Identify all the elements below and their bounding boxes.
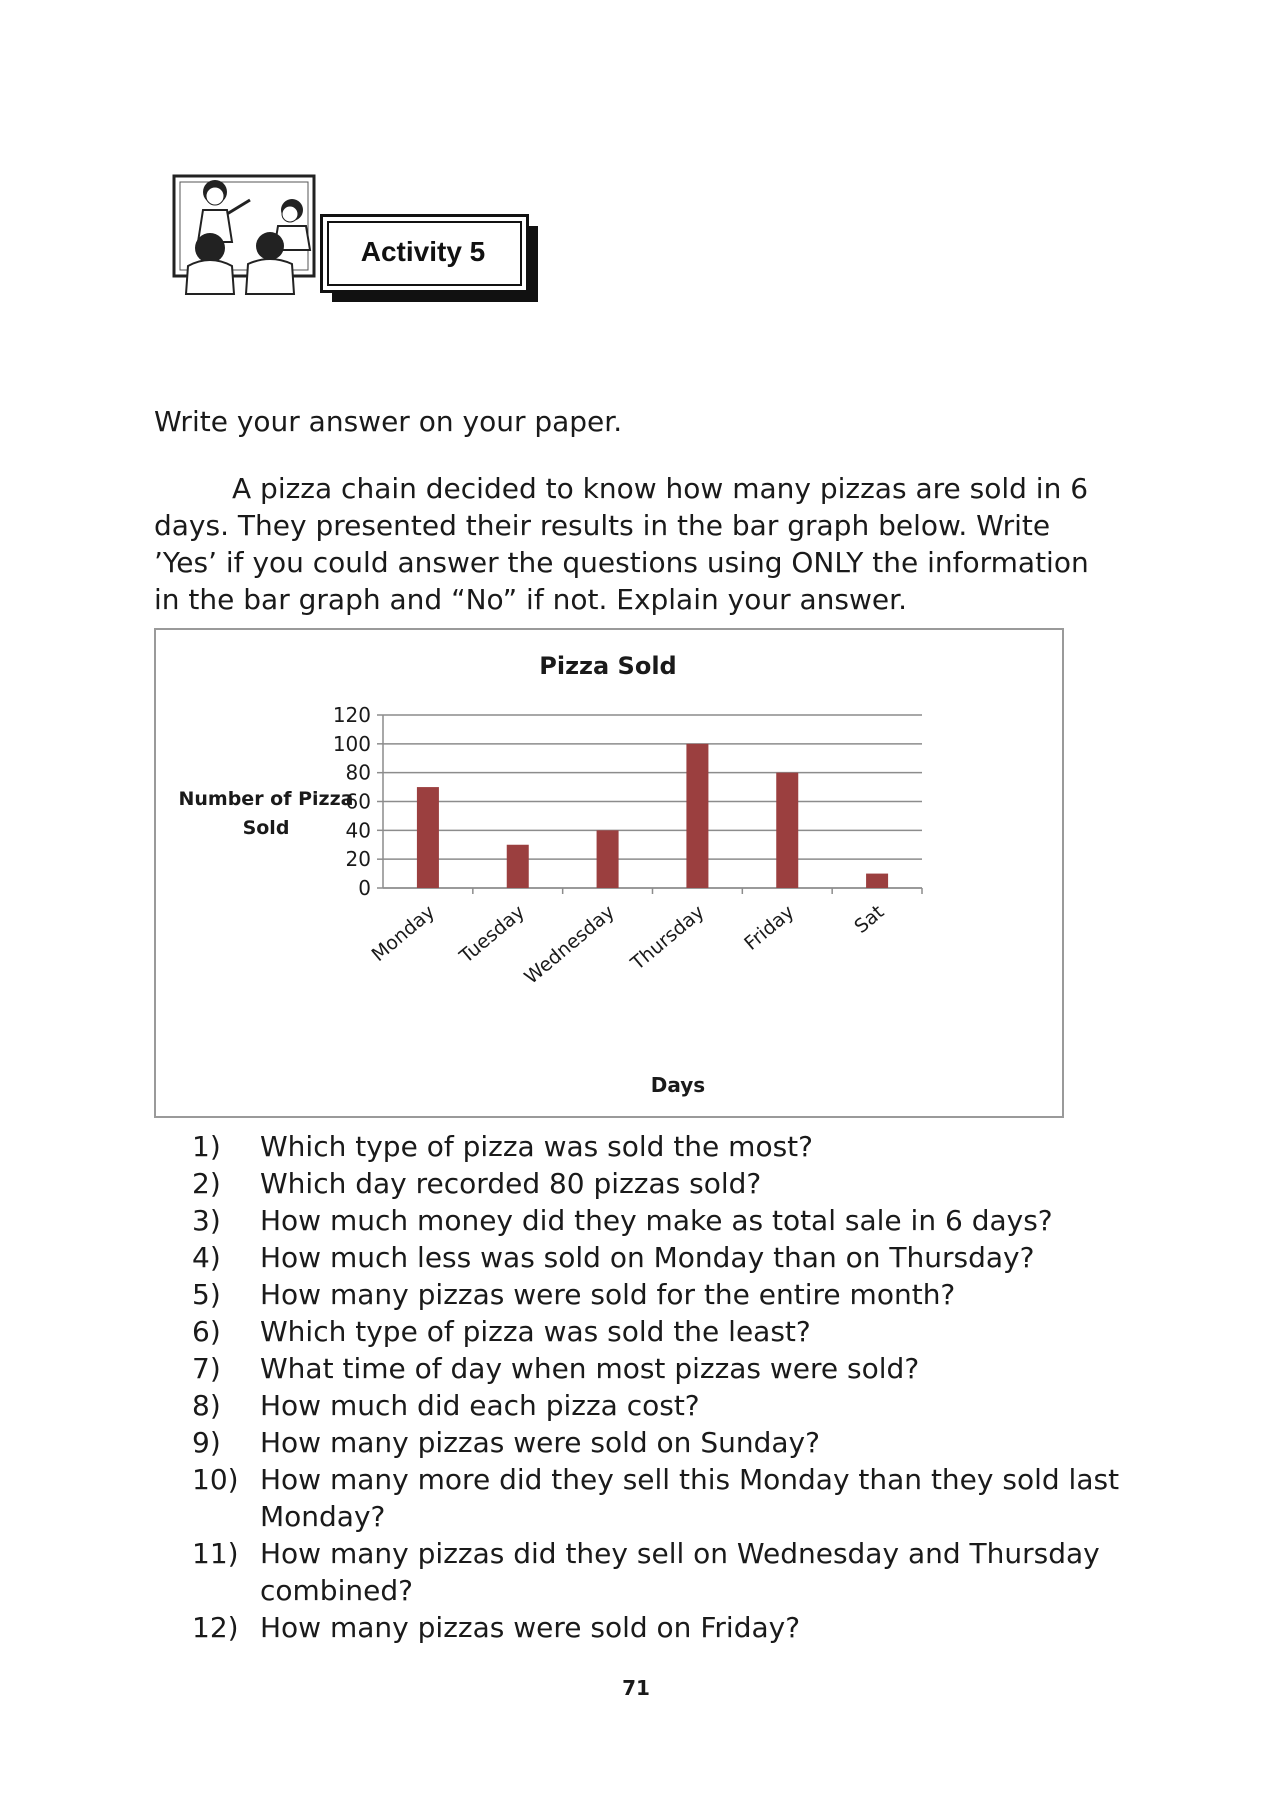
bar-monday bbox=[417, 787, 439, 888]
question-item bbox=[192, 1313, 1152, 1350]
paragraph-line: ’Yes’ if you could answer the questions using ONLY the information bbox=[154, 546, 1089, 579]
question-item bbox=[192, 1239, 1152, 1276]
y-tick-label: 0 bbox=[358, 876, 371, 900]
bar-chart-canvas bbox=[156, 630, 1062, 1116]
question-text: How many pizzas were sold on Sunday? bbox=[260, 1426, 820, 1459]
question-item bbox=[192, 1128, 1152, 1165]
y-axis-label: Sold bbox=[242, 817, 290, 839]
x-tick-label: Wednesday bbox=[520, 900, 619, 989]
question-number: 10) bbox=[192, 1463, 239, 1496]
instruction-text: Write your answer on your paper. bbox=[154, 405, 623, 438]
question-text: How much did each pizza cost? bbox=[260, 1389, 700, 1422]
question-number: 11) bbox=[192, 1537, 239, 1570]
question-text: How much less was sold on Monday than on Thursday? bbox=[260, 1241, 1035, 1274]
bar-friday bbox=[776, 773, 798, 888]
question-item bbox=[192, 1202, 1152, 1239]
bar-thursday bbox=[686, 744, 708, 888]
paragraph-line: A pizza chain decided to know how many pizzas are sold in 6 bbox=[232, 472, 1089, 505]
y-tick-label: 100 bbox=[332, 731, 371, 756]
x-tick-label: Friday bbox=[740, 900, 799, 955]
question-number: 12) bbox=[192, 1611, 239, 1644]
question-number: 8) bbox=[192, 1389, 221, 1422]
y-tick-label: 20 bbox=[345, 847, 371, 872]
question-item bbox=[192, 1609, 1152, 1646]
question-number: 5) bbox=[192, 1278, 221, 1311]
question-number: 3) bbox=[192, 1204, 221, 1237]
chart-title: Pizza Sold bbox=[539, 652, 677, 680]
paragraph-line: days. They presented their results in the bar graph below. Write bbox=[154, 509, 1051, 542]
x-axis-label: Days bbox=[650, 1073, 706, 1097]
page-number: 71 bbox=[622, 1676, 650, 1700]
x-tick-label: Monday bbox=[367, 900, 440, 967]
question-text: Which type of pizza was sold the least? bbox=[260, 1315, 811, 1348]
children-at-blackboard-icon bbox=[170, 170, 320, 298]
question-text: Which type of pizza was sold the most? bbox=[260, 1130, 813, 1163]
question-number: 7) bbox=[192, 1352, 221, 1385]
intro-paragraph bbox=[154, 470, 1129, 618]
x-tick-label: Sat bbox=[850, 900, 889, 938]
question-item bbox=[192, 1276, 1152, 1313]
question-text: How many pizzas were sold on Friday? bbox=[260, 1611, 801, 1644]
y-tick-label: 80 bbox=[345, 760, 371, 785]
question-number: 2) bbox=[192, 1167, 221, 1200]
bar-wednesday bbox=[597, 830, 619, 888]
question-text: How many pizzas did they sell on Wednesday and Thursday combined? bbox=[260, 1537, 1100, 1607]
y-tick-label: 120 bbox=[332, 703, 371, 727]
question-item bbox=[192, 1350, 1152, 1387]
y-axis-label: Number of Pizza bbox=[178, 788, 354, 810]
question-text: What time of day when most pizzas were sold? bbox=[260, 1352, 920, 1385]
question-item bbox=[192, 1461, 1152, 1535]
question-text: How many pizzas were sold for the entire month? bbox=[260, 1278, 956, 1311]
question-number: 4) bbox=[192, 1241, 221, 1274]
bar-tuesday bbox=[507, 845, 529, 888]
activity-header bbox=[320, 214, 542, 304]
paragraph-line: in the bar graph and “No” if not. Explain your answer. bbox=[154, 583, 907, 616]
bar-sat bbox=[866, 874, 888, 888]
y-tick-label: 60 bbox=[345, 789, 371, 814]
activity-title: Activity 5 bbox=[360, 236, 486, 267]
question-number: 1) bbox=[192, 1130, 221, 1163]
question-item bbox=[192, 1535, 1152, 1609]
question-text: How many more did they sell this Monday than they sold last Monday? bbox=[260, 1463, 1120, 1533]
x-tick-label: Tuesday bbox=[455, 900, 529, 968]
question-text: How much money did they make as total sale in 6 days? bbox=[260, 1204, 1053, 1237]
x-tick-label: Thursday bbox=[626, 900, 709, 975]
question-text: Which day recorded 80 pizzas sold? bbox=[260, 1167, 762, 1200]
question-item bbox=[192, 1165, 1152, 1202]
y-tick-label: 40 bbox=[345, 818, 371, 843]
question-list bbox=[192, 1128, 1152, 1646]
question-number: 6) bbox=[192, 1315, 221, 1348]
question-item bbox=[192, 1387, 1152, 1424]
bar-chart bbox=[154, 628, 1064, 1118]
question-number: 9) bbox=[192, 1426, 221, 1459]
question-item bbox=[192, 1424, 1152, 1461]
